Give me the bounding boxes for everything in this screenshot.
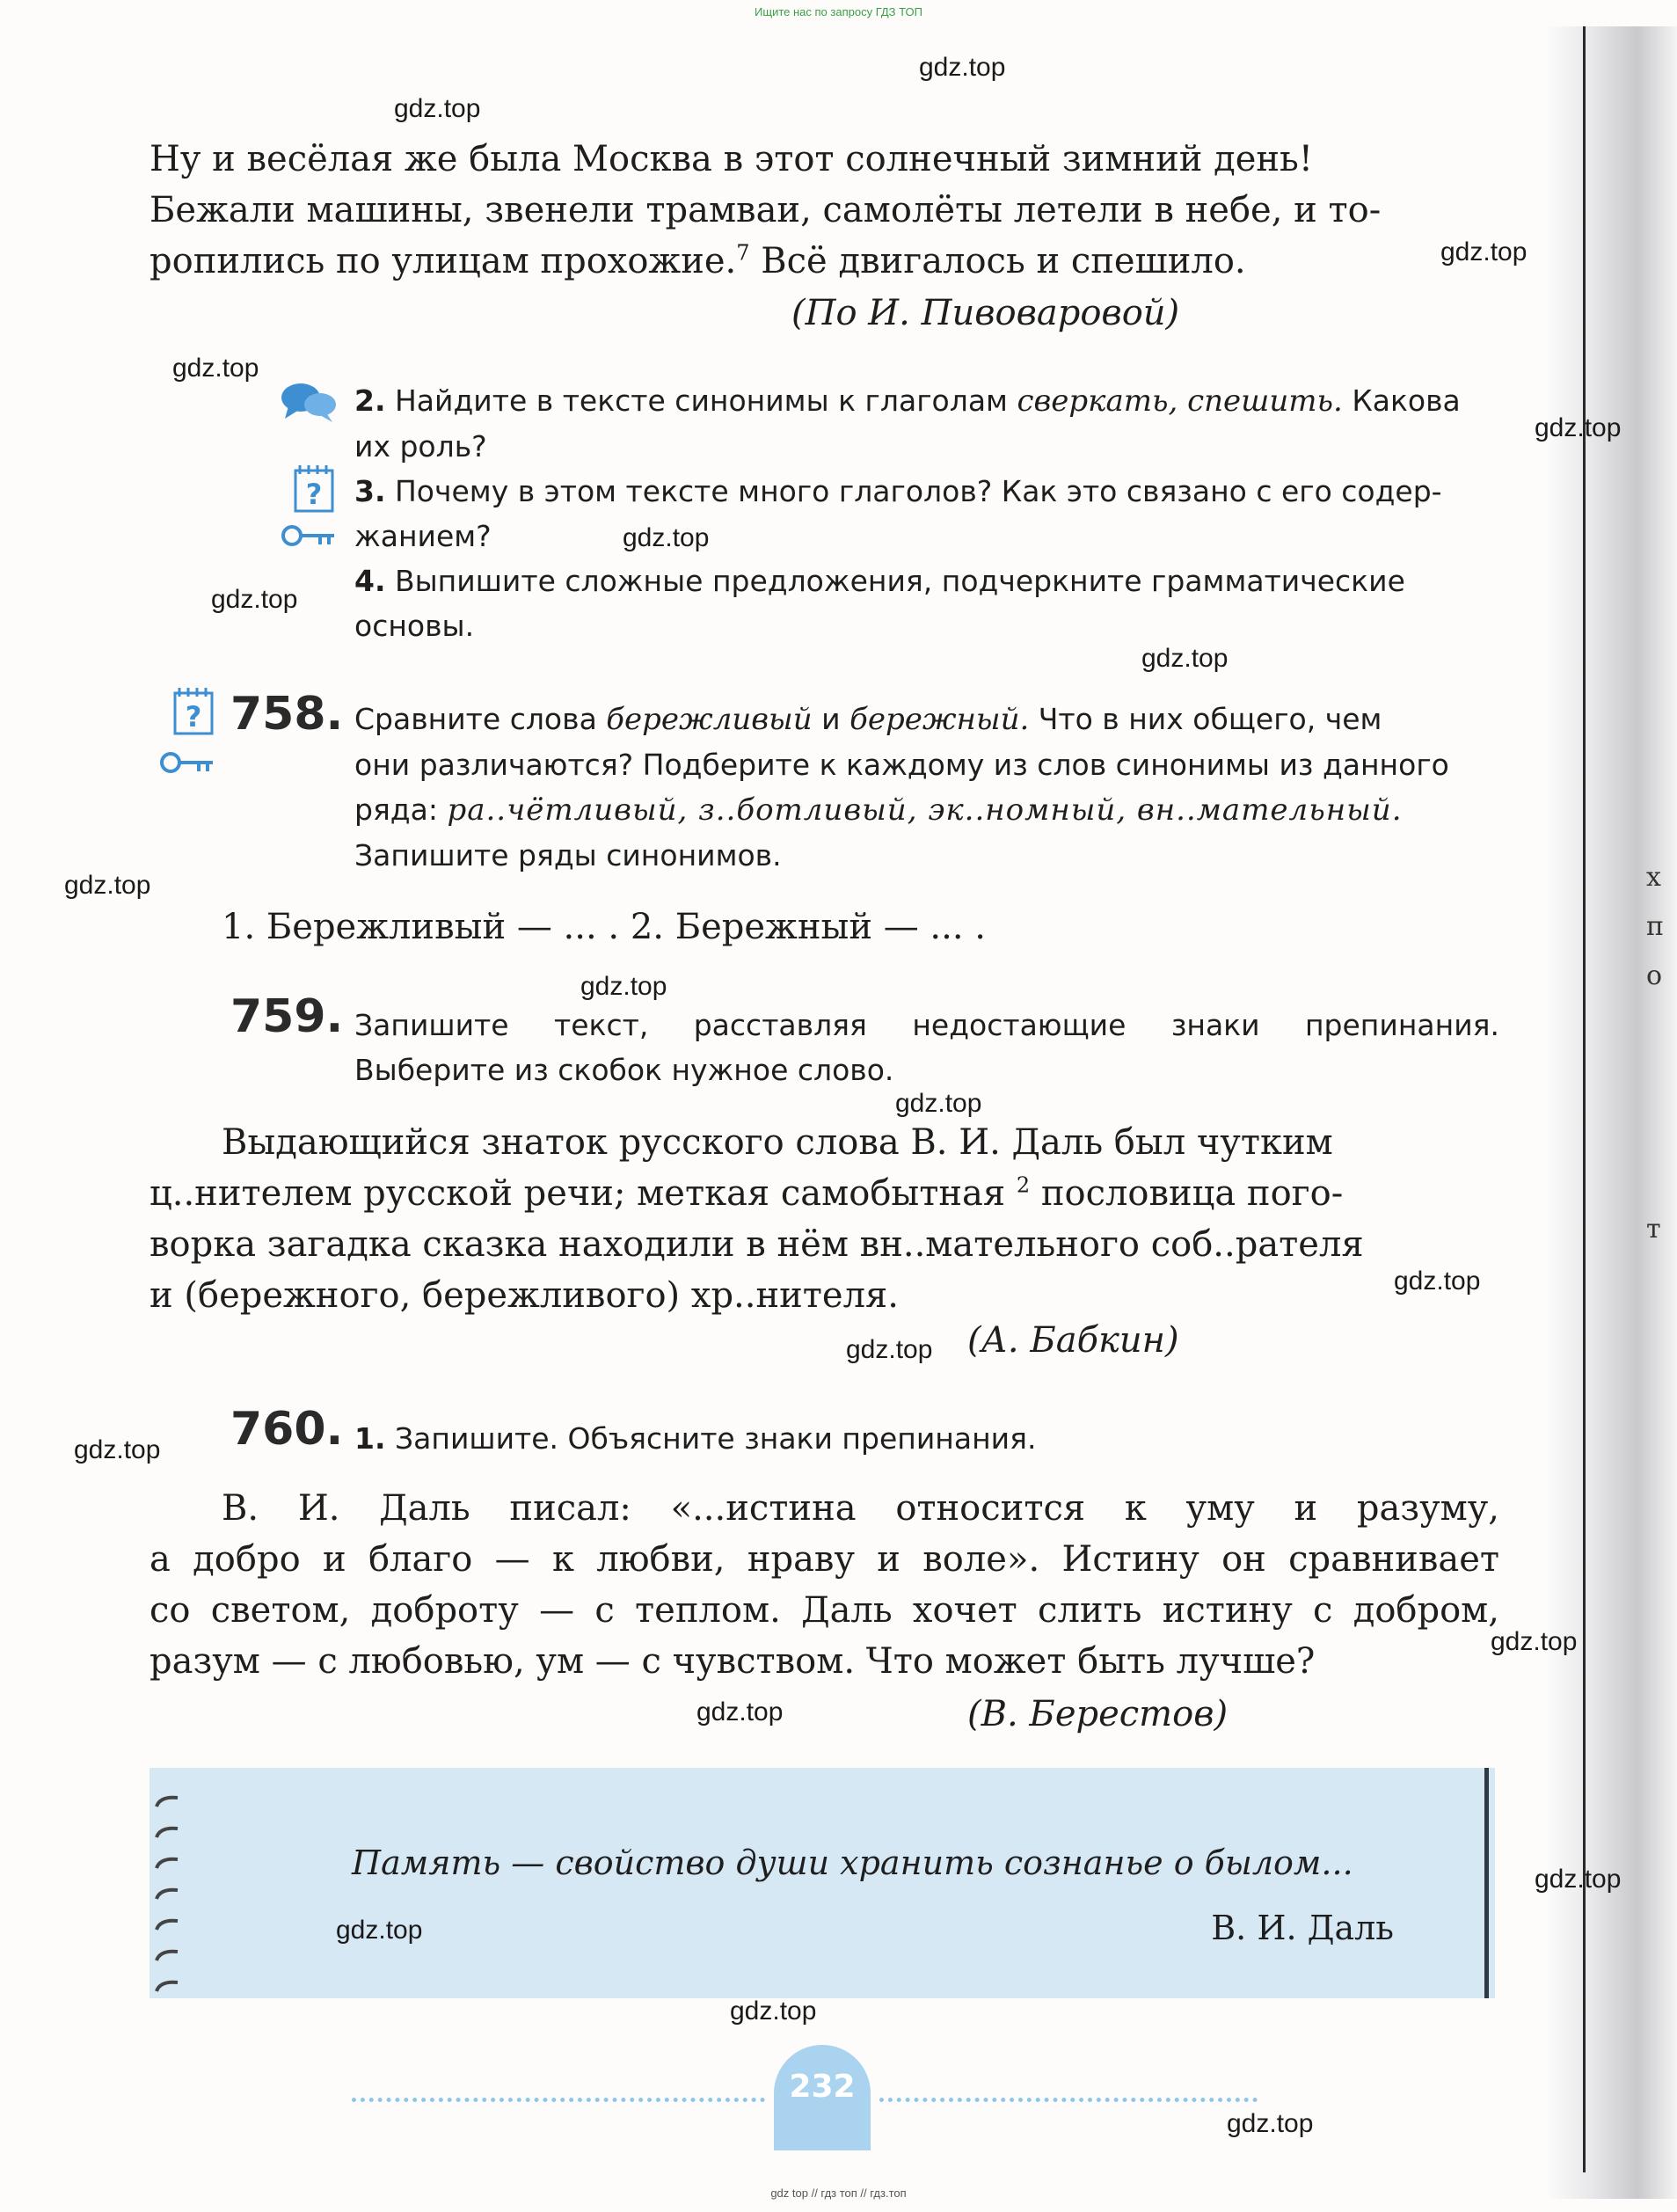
task-text: и xyxy=(812,702,850,736)
binder-ring-icon xyxy=(155,1948,179,1962)
text-line: со светом, доброту — с теплом. Даль хочет слить истину с добром, xyxy=(149,1590,1499,1631)
book-spine-line xyxy=(1583,26,1586,2172)
task-italic: сверкать, спешить. xyxy=(1017,383,1343,419)
exercise-760-text xyxy=(149,1483,1499,1687)
watermark: gdz.top xyxy=(172,354,259,383)
task-number: 1. xyxy=(354,1421,386,1456)
binder-ring-icon xyxy=(155,1917,179,1931)
task-line xyxy=(354,697,1499,742)
intro-line-part: ропились по улицам прохожие. xyxy=(149,241,737,281)
margin-letter: п xyxy=(1646,911,1664,942)
watermark: gdz.top xyxy=(846,1335,933,1364)
task-number: 3. xyxy=(354,474,386,508)
watermark: gdz.top xyxy=(730,1997,817,2026)
binder-ring-icon xyxy=(155,1794,179,1808)
task-line: Выберите из скобок нужное слово. xyxy=(354,1053,894,1087)
intro-line xyxy=(149,236,1499,287)
text-part: ц..нителем русской речи; меткая самобытная xyxy=(149,1173,1017,1214)
task-line xyxy=(354,787,1499,833)
watermark: gdz.top xyxy=(336,1916,423,1945)
task-number: 4. xyxy=(354,564,386,598)
intro-line: Бежали машины, звенели трамваи, самолёты летели в небе, и то- xyxy=(149,190,1382,230)
watermark: gdz.top xyxy=(74,1435,161,1464)
task-text: Какова xyxy=(1342,383,1461,418)
exercise-759-source: (А. Бабкин) xyxy=(967,1320,1179,1361)
text-line xyxy=(149,1168,1499,1219)
watermark: gdz.top xyxy=(919,53,1006,82)
previous-tasks xyxy=(354,378,1499,648)
key-icon xyxy=(281,521,336,551)
watermark: gdz.top xyxy=(696,1697,784,1727)
intro-source: (По И. Пивоваровой) xyxy=(791,293,1180,333)
watermark: gdz.top xyxy=(1535,413,1622,442)
quote-box xyxy=(149,1768,1495,1998)
task-text: Запишите. Объясните знаки препинания. xyxy=(385,1421,1037,1456)
margin-letter: т xyxy=(1646,1214,1661,1245)
task-4-cont: основы. xyxy=(354,609,475,643)
intro-line: Ну и весёлая же была Москва в этот солнечный зимний день! xyxy=(149,139,1313,179)
binder-ring-icon xyxy=(155,1979,179,1993)
text-part: пословица пого- xyxy=(1030,1173,1344,1214)
svg-text:?: ? xyxy=(305,478,323,511)
task-line: Запишите текст, расставляя недостающие знаки препинания. xyxy=(354,1008,1499,1042)
watermark: gdz.top xyxy=(895,1089,982,1118)
exercise-758-task xyxy=(354,697,1499,878)
margin-letter: о xyxy=(1646,960,1663,991)
margin-letter: х xyxy=(1646,862,1661,893)
dotted-rule-right xyxy=(879,2098,1258,2102)
exercise-number: 758. xyxy=(230,688,344,741)
task-2-cont: их роль? xyxy=(354,429,487,464)
footnote-mark: 2 xyxy=(1016,1172,1031,1198)
watermark: gdz.top xyxy=(211,585,298,614)
discussion-icon xyxy=(280,380,338,426)
binder-ring-icon xyxy=(155,1887,179,1901)
watermark: gdz.top xyxy=(64,871,151,900)
task-italic: ра..чётливый, з..ботливый, эк..номный, вн..мательный. xyxy=(447,792,1403,828)
binder-ring-icon xyxy=(155,1856,179,1870)
exercise-760-source: (В. Берестов) xyxy=(967,1694,1229,1734)
task-number: 2. xyxy=(354,383,386,418)
exercise-758-answer: 1. Бережливый — ... . 2. Бережный — ... . xyxy=(222,907,987,947)
binder-ring-icon xyxy=(155,1825,179,1839)
intro-line-part: Всё двигалось и спешило. xyxy=(749,241,1246,281)
task-text: Найдите в тексте синонимы к глаголам xyxy=(385,383,1017,418)
quote-text: Память — свойство души хранить сознанье о былом... xyxy=(352,1843,1353,1882)
task-3 xyxy=(354,469,1499,514)
watermark: gdz.top xyxy=(1535,1865,1622,1894)
text-line: и (бережного, бережливого) хр..нителя. xyxy=(149,1275,899,1316)
task-text: Сравните слова xyxy=(354,702,607,736)
intro-text xyxy=(149,134,1499,287)
question-notebook-icon xyxy=(172,686,216,737)
text-line: а добро и благо — к любви, нраву и воле». Истину он сравнивает xyxy=(149,1539,1499,1580)
task-line: Запишите ряды синонимов. xyxy=(354,838,782,872)
bottom-note: gdz top // гдз топ // гдз.топ xyxy=(770,2186,907,2200)
top-search-note: Ищите нас по запросу ГДЗ ТОП xyxy=(755,5,922,18)
exercise-number: 759. xyxy=(230,990,344,1043)
watermark: gdz.top xyxy=(394,94,481,123)
text-line: Выдающийся знаток русского слова В. И. Даль был чутким xyxy=(222,1122,1333,1163)
watermark: gdz.top xyxy=(1227,2109,1314,2138)
text-line: ворка загадка сказка находили в нём вн..мательного соб..рателя xyxy=(149,1224,1364,1265)
text-line: разум — с любовью, ум — с чувством. Что может быть лучше? xyxy=(149,1641,1316,1682)
watermark: gdz.top xyxy=(1394,1267,1481,1296)
watermark: gdz.top xyxy=(1141,644,1229,673)
text-line: В. И. Даль писал: «...истина относится к уму и разуму, xyxy=(222,1488,1499,1529)
task-italic: бережный. xyxy=(849,702,1030,737)
task-4 xyxy=(354,558,1499,603)
task-italic: бережливый xyxy=(606,702,813,737)
task-line: они различаются? Подберите к каждому из слов синонимы из данного xyxy=(354,748,1449,782)
task-2 xyxy=(354,378,1499,424)
exercise-759-task xyxy=(354,1003,1499,1092)
svg-text:?: ? xyxy=(185,700,202,734)
quote-box-border xyxy=(149,1768,1489,1998)
task-text: Что в них общего, чем xyxy=(1029,702,1382,736)
question-notebook-icon xyxy=(293,464,337,515)
task-text: Почему в этом тексте много глаголов? Как это связано с его содер- xyxy=(385,474,1442,508)
task-text: ряда: xyxy=(354,792,448,827)
quote-author: В. И. Даль xyxy=(1211,1909,1394,1947)
watermark: gdz.top xyxy=(580,972,667,1001)
exercise-759-text xyxy=(149,1117,1499,1321)
footnote-mark: 7 xyxy=(736,240,750,266)
exercise-number: 760. xyxy=(230,1403,344,1456)
watermark: gdz.top xyxy=(1491,1627,1578,1656)
task-3-cont: жанием? xyxy=(354,519,492,553)
key-icon xyxy=(160,748,215,777)
watermark: gdz.top xyxy=(623,523,710,552)
watermark: gdz.top xyxy=(1440,237,1528,266)
page-number: 232 xyxy=(789,2069,856,2105)
dotted-rule-left xyxy=(352,2098,765,2102)
task-text: Выпишите сложные предложения, подчеркните грамматические xyxy=(385,564,1405,598)
exercise-760-task xyxy=(354,1416,1499,1461)
